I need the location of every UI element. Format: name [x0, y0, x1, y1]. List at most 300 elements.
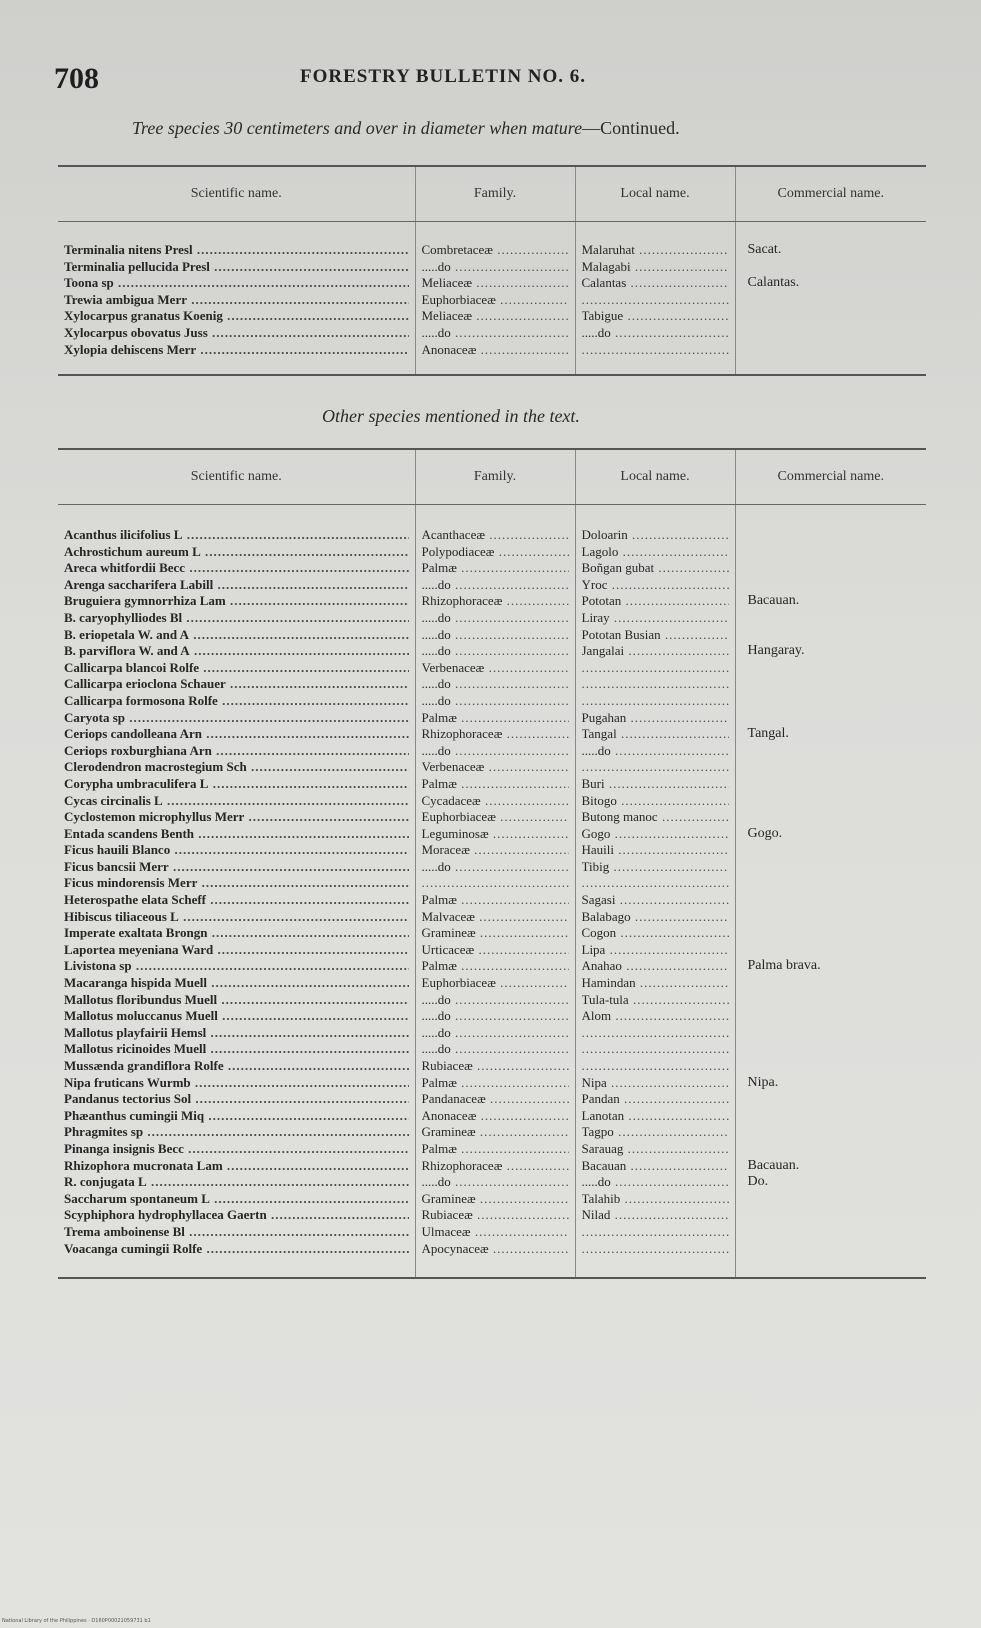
cell-local — [575, 759, 735, 776]
family-text: Palmæ ..... — [422, 958, 569, 975]
family-text: Euphorbiaceæ ..... — [422, 292, 569, 309]
local-text: Talahib ..... — [582, 1191, 729, 1208]
scientific-text: Caryota sp ..... — [64, 710, 409, 727]
table-row — [58, 925, 926, 942]
cell-scientific — [58, 1124, 415, 1141]
cell-commercial — [735, 726, 926, 743]
cell-scientific — [58, 743, 415, 760]
cell-local — [575, 1008, 735, 1025]
family-text: Palmæ ..... — [422, 776, 569, 793]
cell-family — [415, 627, 575, 644]
cell-commercial — [735, 958, 926, 975]
table-row — [58, 610, 926, 627]
cell-commercial — [735, 308, 926, 325]
cell-local — [575, 643, 735, 660]
cell-scientific — [58, 643, 415, 660]
cell-family — [415, 660, 575, 677]
scientific-text: Entada scandens Benth ..... — [64, 826, 409, 843]
cell-scientific — [58, 1207, 415, 1224]
cell-family — [415, 1091, 575, 1108]
cell-family — [415, 292, 575, 309]
local-text: Hauili ..... — [582, 842, 729, 859]
local-text — [582, 1058, 729, 1075]
cell-local — [575, 859, 735, 876]
scientific-text: Mussænda grandiflora Rolfe ..... — [64, 1058, 409, 1075]
cell-local — [575, 627, 735, 644]
cell-commercial — [735, 1241, 926, 1279]
scan-footer-note: National Library of the Philippines · D160P00021059731 b1 — [2, 1618, 151, 1624]
cell-family — [415, 1108, 575, 1125]
cell-family — [415, 1041, 575, 1058]
family-text: Combretaceæ ..... — [422, 242, 569, 259]
family-text: Rhizophoraceæ ..... — [422, 726, 569, 743]
cell-local — [575, 892, 735, 909]
cell-local — [575, 776, 735, 793]
scientific-text: Callicarpa formosona Rolfe ..... — [64, 693, 409, 710]
cell-local — [575, 992, 735, 1009]
cell-scientific — [58, 222, 415, 259]
family-text: Gramineæ ..... — [422, 925, 569, 942]
cell-scientific — [58, 275, 415, 292]
scientific-text: Saccharum spontaneum L ..... — [64, 1191, 409, 1208]
other-species-table — [58, 448, 926, 1279]
family-text: Gramineæ ..... — [422, 1124, 569, 1141]
cell-local — [575, 826, 735, 843]
scientific-text: Trewia ambigua Merr ..... — [64, 292, 409, 309]
family-text: Palmæ ..... — [422, 892, 569, 909]
cell-local — [575, 1224, 735, 1241]
local-text: .....do ..... — [582, 743, 729, 760]
cell-scientific — [58, 1174, 415, 1191]
cell-scientific — [58, 992, 415, 1009]
cell-scientific — [58, 627, 415, 644]
scientific-text: Corypha umbraculifera L ..... — [64, 776, 409, 793]
cell-local — [575, 1025, 735, 1042]
scientific-text: Xylopia dehiscens Merr ..... — [64, 342, 409, 359]
cell-local — [575, 1041, 735, 1058]
local-text — [582, 1025, 729, 1042]
cell-family — [415, 942, 575, 959]
cell-family — [415, 308, 575, 325]
table-row — [58, 726, 926, 743]
tree-species-table — [58, 165, 926, 376]
cell-family — [415, 1075, 575, 1092]
cell-scientific — [58, 693, 415, 710]
local-text — [582, 676, 729, 693]
cell-family — [415, 958, 575, 975]
local-text: Nilad ..... — [582, 1207, 729, 1224]
scientific-text: Hibiscus tiliaceous L ..... — [64, 909, 409, 926]
local-text: Sagasi ..... — [582, 892, 729, 909]
scientific-text: Macaranga hispida Muell ..... — [64, 975, 409, 992]
family-text: Apocynaceæ ..... — [422, 1241, 569, 1258]
cell-scientific — [58, 759, 415, 776]
cell-family — [415, 1025, 575, 1042]
cell-local — [575, 660, 735, 677]
cell-local — [575, 593, 735, 610]
cell-family — [415, 259, 575, 276]
cell-family — [415, 593, 575, 610]
cell-local — [575, 1141, 735, 1158]
cell-local — [575, 308, 735, 325]
cell-scientific — [58, 1058, 415, 1075]
local-text — [582, 1241, 729, 1258]
cell-scientific — [58, 308, 415, 325]
cell-family — [415, 975, 575, 992]
cell-local — [575, 958, 735, 975]
family-text: Gramineæ ..... — [422, 1191, 569, 1208]
cell-scientific — [58, 958, 415, 975]
cell-family — [415, 892, 575, 909]
table-row — [58, 222, 926, 259]
table-row — [58, 308, 926, 325]
scientific-text: Heterospathe elata Scheff ..... — [64, 892, 409, 909]
cell-commercial — [735, 544, 926, 561]
cell-scientific — [58, 505, 415, 544]
cell-scientific — [58, 710, 415, 727]
cell-commercial — [735, 975, 926, 992]
table1-body — [58, 222, 926, 376]
scientific-text: Cycas circinalis L ..... — [64, 793, 409, 810]
cell-scientific — [58, 610, 415, 627]
table-row — [58, 275, 926, 292]
cell-commercial — [735, 859, 926, 876]
commercial-text: Bacauan. — [747, 593, 800, 609]
cell-scientific — [58, 577, 415, 594]
family-text: Rhizophoraceæ ..... — [422, 1158, 569, 1175]
local-text: Balabago ..... — [582, 909, 729, 926]
table-row — [58, 710, 926, 727]
scientific-text: Ficus hauili Blanco ..... — [64, 842, 409, 859]
local-text: Calantas ..... — [582, 275, 729, 292]
family-text — [422, 875, 569, 892]
scientific-text: Mallotus floribundus Muell ..... — [64, 992, 409, 1009]
family-text: Ulmaceæ ..... — [422, 1224, 569, 1241]
cell-family — [415, 925, 575, 942]
cell-commercial — [735, 1224, 926, 1241]
cell-commercial — [735, 1108, 926, 1125]
cell-commercial — [735, 925, 926, 942]
table-row — [58, 1141, 926, 1158]
scientific-text: Terminalia pellucida Presl ..... — [64, 259, 409, 276]
local-text: Boñgan gubat ..... — [582, 560, 729, 577]
cell-local — [575, 925, 735, 942]
table-row — [58, 593, 926, 610]
cell-family — [415, 693, 575, 710]
local-text — [582, 1224, 729, 1241]
family-text: Urticaceæ ..... — [422, 942, 569, 959]
cell-scientific — [58, 975, 415, 992]
cell-family — [415, 793, 575, 810]
cell-scientific — [58, 826, 415, 843]
cell-local — [575, 1124, 735, 1141]
cell-family — [415, 610, 575, 627]
cell-commercial — [735, 759, 926, 776]
scientific-text: Areca whitfordii Becc ..... — [64, 560, 409, 577]
cell-commercial — [735, 342, 926, 376]
local-text: Tagpo ..... — [582, 1124, 729, 1141]
family-text: Rhizophoraceæ ..... — [422, 593, 569, 610]
table-row — [58, 776, 926, 793]
cell-family — [415, 1141, 575, 1158]
family-text: .....do ..... — [422, 1008, 569, 1025]
family-text: Palmæ ..... — [422, 710, 569, 727]
cell-commercial — [735, 710, 926, 727]
scientific-text: Terminalia nitens Presl ..... — [64, 242, 409, 259]
local-text: .....do ..... — [582, 325, 729, 342]
local-text: Gogo ..... — [582, 826, 729, 843]
cell-local — [575, 259, 735, 276]
local-text — [582, 1041, 729, 1058]
cell-local — [575, 693, 735, 710]
cell-family — [415, 1224, 575, 1241]
cell-local — [575, 710, 735, 727]
cell-scientific — [58, 325, 415, 342]
table2-col-scientific: Scientific name. — [58, 449, 415, 505]
family-text: Palmæ ..... — [422, 560, 569, 577]
cell-scientific — [58, 342, 415, 376]
local-text — [582, 693, 729, 710]
table-row — [58, 743, 926, 760]
local-text — [582, 660, 729, 677]
cell-scientific — [58, 1158, 415, 1175]
local-text: Doloarin ..... — [582, 527, 729, 544]
cell-family — [415, 544, 575, 561]
cell-commercial — [735, 1124, 926, 1141]
cell-family — [415, 1008, 575, 1025]
cell-commercial — [735, 1025, 926, 1042]
family-text: .....do ..... — [422, 259, 569, 276]
local-text: Pototan Busian ..... — [582, 627, 729, 644]
cell-local — [575, 1241, 735, 1279]
family-text: Malvaceæ ..... — [422, 909, 569, 926]
table-row — [58, 1241, 926, 1279]
scientific-text: Scyphiphora hydrophyllacea Gaertn ..... — [64, 1207, 409, 1224]
local-text: Bitogo ..... — [582, 793, 729, 810]
cell-scientific — [58, 909, 415, 926]
table-row — [58, 544, 926, 561]
table-row — [58, 1191, 926, 1208]
local-text: Tangal ..... — [582, 726, 729, 743]
cell-scientific — [58, 1241, 415, 1279]
table1-caption-italic: Tree species 30 centimeters and over in diameter when mature — [132, 118, 583, 138]
cell-scientific — [58, 1075, 415, 1092]
cell-family — [415, 577, 575, 594]
table2-col-local: Local name. — [575, 449, 735, 505]
cell-local — [575, 909, 735, 926]
scientific-text: Mallotus ricinoides Muell ..... — [64, 1041, 409, 1058]
cell-family — [415, 275, 575, 292]
local-text: Anahao ..... — [582, 958, 729, 975]
cell-commercial — [735, 1207, 926, 1224]
local-text: Buri ..... — [582, 776, 729, 793]
scientific-text: Bruguiera gymnorrhiza Lam ..... — [64, 593, 409, 610]
cell-scientific — [58, 859, 415, 876]
local-text: Bacauan ..... — [582, 1158, 729, 1175]
scientific-text: Laportea meyeniana Ward ..... — [64, 942, 409, 959]
cell-commercial — [735, 776, 926, 793]
cell-commercial — [735, 693, 926, 710]
local-text: Hamindan ..... — [582, 975, 729, 992]
scientific-text: Imperate exaltata Brongn ..... — [64, 925, 409, 942]
cell-scientific — [58, 726, 415, 743]
table-row — [58, 1207, 926, 1224]
local-text — [582, 292, 729, 309]
local-text: Lagolo ..... — [582, 544, 729, 561]
cell-commercial — [735, 292, 926, 309]
cell-local — [575, 1158, 735, 1175]
local-text — [582, 875, 729, 892]
cell-scientific — [58, 809, 415, 826]
table-row — [58, 842, 926, 859]
family-text: Rubiaceæ ..... — [422, 1058, 569, 1075]
cell-scientific — [58, 660, 415, 677]
cell-scientific — [58, 1041, 415, 1058]
cell-family — [415, 859, 575, 876]
table-row — [58, 577, 926, 594]
cell-commercial — [735, 1158, 926, 1175]
table1-col-family: Family. — [415, 166, 575, 222]
cell-family — [415, 992, 575, 1009]
cell-local — [575, 1058, 735, 1075]
table2-col-family: Family. — [415, 449, 575, 505]
scientific-text: Ceriops roxburghiana Arn ..... — [64, 743, 409, 760]
cell-family — [415, 325, 575, 342]
scientific-text: B. eriopetala W. and A ..... — [64, 627, 409, 644]
cell-scientific — [58, 544, 415, 561]
scientific-text: Toona sp ..... — [64, 275, 409, 292]
local-text: Alom ..... — [582, 1008, 729, 1025]
local-text: Lipa ..... — [582, 942, 729, 959]
table-row — [58, 892, 926, 909]
cell-local — [575, 975, 735, 992]
family-text: Palmæ ..... — [422, 1141, 569, 1158]
cell-commercial — [735, 610, 926, 627]
family-text: .....do ..... — [422, 643, 569, 660]
family-text: Cycadaceæ ..... — [422, 793, 569, 810]
table-row — [58, 809, 926, 826]
table-row — [58, 1041, 926, 1058]
cell-commercial — [735, 809, 926, 826]
local-text: Lanotan ..... — [582, 1108, 729, 1125]
table-row — [58, 875, 926, 892]
family-text: Acanthaceæ ..... — [422, 527, 569, 544]
table1-col-local: Local name. — [575, 166, 735, 222]
cell-family — [415, 1158, 575, 1175]
cell-family — [415, 875, 575, 892]
local-text: Pandan ..... — [582, 1091, 729, 1108]
cell-family — [415, 826, 575, 843]
family-text: Verbenaceæ ..... — [422, 759, 569, 776]
table-row — [58, 693, 926, 710]
cell-family — [415, 1207, 575, 1224]
table-row — [58, 1158, 926, 1175]
table-row — [58, 992, 926, 1009]
cell-local — [575, 292, 735, 309]
cell-local — [575, 809, 735, 826]
commercial-text: Nipa. — [747, 1074, 779, 1090]
cell-local — [575, 743, 735, 760]
family-text: .....do ..... — [422, 693, 569, 710]
family-text: Pandanaceæ ..... — [422, 1091, 569, 1108]
cell-family — [415, 776, 575, 793]
cell-scientific — [58, 925, 415, 942]
cell-scientific — [58, 793, 415, 810]
local-text — [582, 342, 729, 359]
cell-family — [415, 560, 575, 577]
family-text: Meliaceæ ..... — [422, 308, 569, 325]
table-row — [58, 342, 926, 376]
commercial-text: Sacat. — [747, 242, 782, 257]
cell-local — [575, 560, 735, 577]
scientific-text: Pandanus tectorius Sol ..... — [64, 1091, 409, 1108]
scientific-text: Callicarpa erioclona Schauer ..... — [64, 676, 409, 693]
cell-commercial — [735, 793, 926, 810]
cell-local — [575, 676, 735, 693]
scientific-text: Rhizophora mucronata Lam ..... — [64, 1158, 409, 1175]
table-row — [58, 1124, 926, 1141]
scientific-text: B. caryophylliodes Bl ..... — [64, 610, 409, 627]
family-text: Anonaceæ ..... — [422, 342, 569, 359]
commercial-text: Do. — [747, 1174, 769, 1190]
cell-family — [415, 726, 575, 743]
table-row — [58, 1058, 926, 1075]
table-row — [58, 259, 926, 276]
cell-commercial — [735, 593, 926, 610]
table-row — [58, 660, 926, 677]
cell-local — [575, 1091, 735, 1108]
family-text: Moraceæ ..... — [422, 842, 569, 859]
family-text: .....do ..... — [422, 1025, 569, 1042]
local-text: Tula-tula ..... — [582, 992, 729, 1009]
family-text: Palmæ ..... — [422, 1075, 569, 1092]
cell-local — [575, 1075, 735, 1092]
cell-commercial — [735, 505, 926, 544]
cell-local — [575, 577, 735, 594]
family-text: .....do ..... — [422, 676, 569, 693]
cell-commercial — [735, 325, 926, 342]
table-row — [58, 627, 926, 644]
scientific-text: Mallotus playfairii Hemsl ..... — [64, 1025, 409, 1042]
scientific-text: Xylocarpus obovatus Juss ..... — [64, 325, 409, 342]
cell-family — [415, 909, 575, 926]
family-text: Polypodiaceæ ..... — [422, 544, 569, 561]
cell-commercial — [735, 1041, 926, 1058]
family-text: Rubiaceæ ..... — [422, 1207, 569, 1224]
cell-family — [415, 759, 575, 776]
cell-commercial — [735, 660, 926, 677]
family-text: .....do ..... — [422, 325, 569, 342]
cell-family — [415, 1191, 575, 1208]
cell-scientific — [58, 292, 415, 309]
cell-commercial — [735, 875, 926, 892]
running-head: FORESTRY BULLETIN NO. 6. — [300, 66, 587, 87]
table-row — [58, 1025, 926, 1042]
cell-family — [415, 1241, 575, 1279]
table1-caption — [132, 118, 680, 139]
cell-commercial — [735, 1191, 926, 1208]
cell-commercial — [735, 259, 926, 276]
table1-col-scientific: Scientific name. — [58, 166, 415, 222]
cell-family — [415, 710, 575, 727]
table2-caption: Other species mentioned in the text. — [322, 406, 580, 426]
cell-scientific — [58, 1008, 415, 1025]
local-text: Pototan ..... — [582, 593, 729, 610]
cell-commercial — [735, 826, 926, 843]
cell-commercial — [735, 577, 926, 594]
cell-local — [575, 1207, 735, 1224]
table1-caption-continued: —Continued. — [582, 118, 680, 138]
